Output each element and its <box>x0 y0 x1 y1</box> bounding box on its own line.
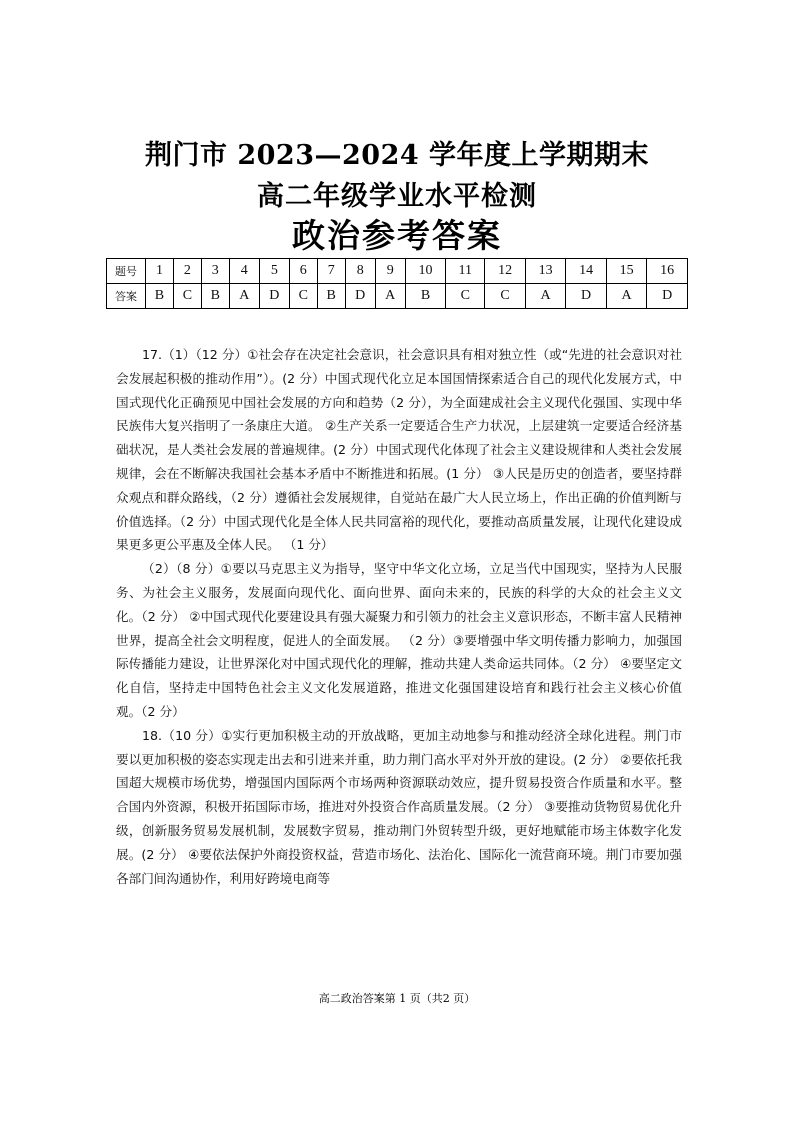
answer-cell: B <box>201 284 229 309</box>
question-number-cell: 12 <box>485 259 526 284</box>
paragraph-q17-2: （2）（8 分）①要以马克思主义为指导，坚守中华文化立场，立足当代中国现实，坚持为人民服务、为社会主义服务，发展面向现代化、面向世界、面向未来的，民族的科学的大众的社会主义文化。（2 分） ②中国式现代化要建设具有强大凝聚力和引领力的社会主义意识形态，不断丰富人民精神世界，提高全社会文明程度，促进人的全面发展。 （2 分）③要增强中华文明传播力影响力，加强国际传播能力建设，让世界深化对中国式现代化的理解，推动共建人类命运共同体。（2 分） ④要坚定文化自信，坚持走中国特色社会主义文化发展道路，推进文化强国建设培育和践行社会主义核心价值观。（2 分） <box>116 561 682 719</box>
question-number-cell: 5 <box>259 259 289 284</box>
question-number-label: 题号 <box>107 259 146 284</box>
question-number-cell: 4 <box>229 259 259 284</box>
answer-cell: D <box>345 284 375 309</box>
answer-explanations <box>116 343 682 890</box>
answer-cell: A <box>525 284 566 309</box>
paragraph-q17-1: 17.（1）（12 分）①社会存在决定社会意识，社会意识具有相对独立性（或“先进的社会意识对社会发展起积极的推动作用”）。(2 分）中国式现代化立足本国国情探索适合自己的现代化发展方式，中国式现代化正确预见中国社会发展的方向和趋势（2 分），为全面建成社会主义现代化强国、实现中华民族伟大复兴指明了一条康庄大道。 ②生产关系一定要适合生产力状况，上层建筑一定要适合经济基础状况，是人类社会发展的普遍规律。(2 分）中国式现代化体现了社会主义建设规律和人类社会发展规律，会在不断解决我国社会基本矛盾中不断推进和拓展。(1 分） ③人民是历史的创造者，要坚持群众观点和群众路线，（2 分）遵循社会发展规律，自觉站在最广大人民立场上，作出正确的价值判断与价值选择。（2 分）中国式现代化是全体人民共同富裕的现代化，要推动高质量发展，让现代化建设成果更多更公平惠及全体人民。 （1 分） <box>116 347 682 553</box>
answer-cell: C <box>485 284 526 309</box>
question-number-cell: 13 <box>525 259 566 284</box>
question-number-cell: 9 <box>375 259 405 284</box>
question-number-cell: 15 <box>606 259 647 284</box>
answer-cell: A <box>375 284 405 309</box>
answer-table <box>106 258 688 309</box>
paragraph-q18: 18.（10 分）①实行更加积极主动的开放战略，更加主动地参与和推动经济全球化进程。荆门市要以更加积极的姿态实现走出去和引进来并重，助力荆门高水平对外开放的建设。(2 分） ②要依托我国超大规模市场优势，增强国内国际两个市场两种资源联动效应，提升贸易投资合作质量和水平。整合国内外资源，积极开拓国际市场，推进对外投资合作高质量发展。（2 分） ③要推动货物贸易优化升级，创新服务贸易发展机制，发展数字贸易，推动荆门外贸转型升级，更好地赋能市场主体数字化发展。(2 分） ④要依法保护外商投资权益，营造市场化、法治化、国际化一流营商环境。荆门市要加强各部门间沟通协作，利用好跨境电商等 <box>116 727 682 886</box>
answer-cell: A <box>229 284 259 309</box>
exam-title-line1: 荆门市 2023—2024 学年度上学期期末 <box>144 140 650 171</box>
question-number-row <box>107 259 688 284</box>
answer-cell: C <box>173 284 201 309</box>
answer-cell: A <box>606 284 647 309</box>
question-number-cell: 8 <box>345 259 375 284</box>
question-number-cell: 16 <box>647 259 688 284</box>
answer-cell: C <box>289 284 317 309</box>
question-number-cell: 11 <box>446 259 485 284</box>
exam-title-line3: 政治参考答案 <box>292 216 502 255</box>
answer-label: 答案 <box>107 284 146 309</box>
answer-cell: B <box>146 284 174 309</box>
question-number-cell: 1 <box>146 259 174 284</box>
answer-cell: C <box>446 284 485 309</box>
question-number-cell: 6 <box>289 259 317 284</box>
question-number-cell: 2 <box>173 259 201 284</box>
answer-row <box>107 284 688 309</box>
question-number-cell: 3 <box>201 259 229 284</box>
question-number-cell: 7 <box>317 259 345 284</box>
answer-cell: D <box>566 284 607 309</box>
answer-cell: B <box>317 284 345 309</box>
question-number-cell: 10 <box>405 259 446 284</box>
exam-title-line2: 高二年级学业水平检测 <box>257 181 537 212</box>
answer-cell: B <box>405 284 446 309</box>
question-number-cell: 14 <box>566 259 607 284</box>
answer-cell: D <box>647 284 688 309</box>
page-footer: 高二政治答案第 1 页（共2 页） <box>318 992 476 1005</box>
answer-cell: D <box>259 284 289 309</box>
